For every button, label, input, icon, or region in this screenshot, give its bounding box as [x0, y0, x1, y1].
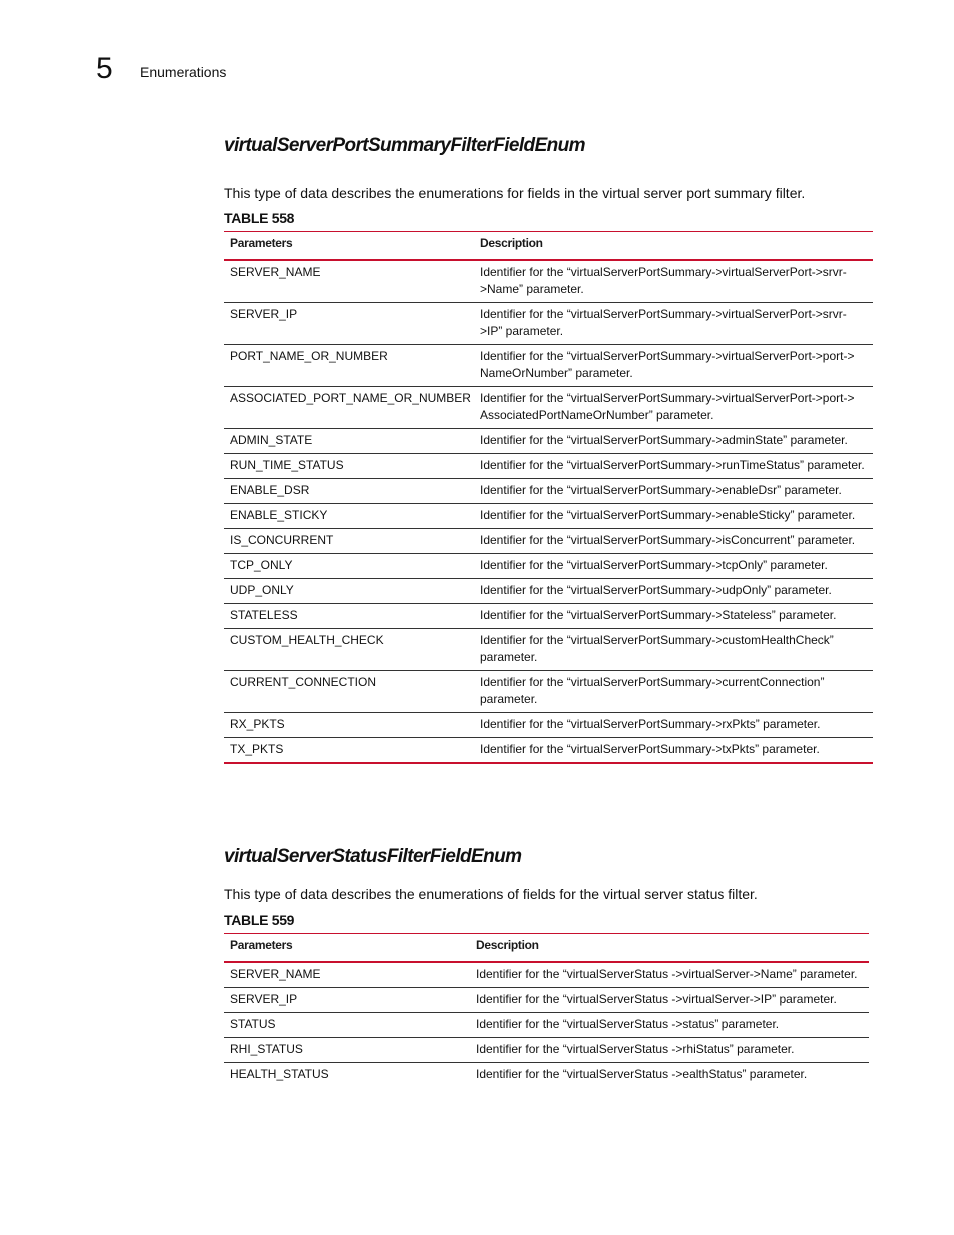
parameter-cell: CURRENT_CONNECTION [224, 671, 474, 713]
parameter-cell: ENABLE_STICKY [224, 504, 474, 529]
parameter-cell: ADMIN_STATE [224, 429, 474, 454]
description-cell: Identifier for the “virtualServerStatus ->virtualServer->Name” parameter. [470, 962, 869, 988]
table-row [224, 303, 873, 345]
description-cell: Identifier for the “virtualServerPortSummary->virtualServerPort->srvr->IP” parameter. [474, 303, 873, 345]
table-row [224, 738, 873, 764]
parameter-cell: SERVER_NAME [224, 962, 470, 988]
chapter-number: 5 [96, 52, 113, 85]
table-body [224, 260, 873, 763]
description-cell: Identifier for the “virtualServerPortSummary->rxPkts” parameter. [474, 713, 873, 738]
table-row [224, 260, 873, 303]
parameter-cell: ENABLE_DSR [224, 479, 474, 504]
table-header-row [224, 934, 869, 963]
table-header-row [224, 232, 873, 261]
section-title: virtualServerPortSummaryFilterFieldEnum [224, 135, 585, 156]
section-description: This type of data describes the enumerations for fields in the virtual server port summary filter. [224, 185, 806, 201]
description-cell: Identifier for the “virtualServerPortSummary->enableSticky” parameter. [474, 504, 873, 529]
column-header-description: Description [474, 232, 873, 261]
section-port-summary-filter [224, 135, 874, 764]
description-cell: Identifier for the “virtualServerPortSummary->txPkts” parameter. [474, 738, 873, 764]
table-row [224, 554, 873, 579]
description-cell: Identifier for the “virtualServerStatus ->virtualServer->IP” parameter. [470, 988, 869, 1013]
table-row [224, 671, 873, 713]
description-cell: Identifier for the “virtualServerStatus ->ealthStatus” parameter. [476, 1067, 808, 1081]
parameter-cell: STATELESS [224, 604, 474, 629]
description-cell: Identifier for the “virtualServerPortSummary->virtualServerPort->port-> NameOrNumber” parameter. [474, 345, 873, 387]
table-row [224, 629, 873, 671]
column-header-description: Description [470, 934, 869, 963]
section-description: This type of data describes the enumerations of fields for the virtual server status filter. [224, 886, 758, 902]
table-row [224, 579, 873, 604]
description-cell: Identifier for the “virtualServerPortSummary->currentConnection” parameter. [474, 671, 873, 713]
column-header-parameters: Parameters [224, 934, 470, 963]
description-cell: Identifier for the “virtualServerPortSummary->customHealthCheck” parameter. [474, 629, 873, 671]
parameter-cell: CUSTOM_HEALTH_CHECK [224, 629, 474, 671]
table-row [224, 345, 873, 387]
parameter-cell: SERVER_NAME [224, 260, 474, 303]
description-cell: Identifier for the “virtualServerPortSummary->isConcurrent” parameter. [474, 529, 873, 554]
description-cell: Identifier for the “virtualServerStatus ->status” parameter. [470, 1013, 869, 1038]
table-row [224, 1063, 869, 1088]
column-header-parameters: Parameters [224, 232, 474, 261]
description-cell: Identifier for the “virtualServerPortSummary->Stateless” parameter. [474, 604, 873, 629]
parameter-cell: SERVER_IP [224, 988, 470, 1013]
table-row [224, 529, 873, 554]
parameter-cell: PORT_NAME_OR_NUMBER [224, 345, 474, 387]
table-label: TABLE 558 [224, 210, 295, 226]
table-label: TABLE 559 [224, 912, 295, 928]
table-row [224, 988, 869, 1013]
parameter-cell: TX_PKTS [224, 738, 474, 764]
parameter-cell: SERVER_IP [224, 303, 474, 345]
description-cell: Identifier for the “virtualServerPortSummary->udpOnly” parameter. [474, 579, 873, 604]
description-cell: Identifier for the “virtualServerStatus ->rhiStatus” parameter. [470, 1038, 869, 1063]
parameter-cell: IS_CONCURRENT [224, 529, 474, 554]
table-row [224, 604, 873, 629]
parameter-cell: RX_PKTS [224, 713, 474, 738]
section-title: virtualServerStatusFilterFieldEnum [224, 846, 522, 867]
description-cell: Identifier for the “virtualServerPortSummary->virtualServerPort->port-> AssociatedPortNameOrNumber” parameter. [474, 387, 873, 429]
table-row [224, 504, 873, 529]
description-cell: Identifier for the “virtualServerPortSummary->tcpOnly” parameter. [474, 554, 873, 579]
description-cell: Identifier for the “virtualServerPortSummary->adminState” parameter. [474, 429, 873, 454]
parameter-cell: ASSOCIATED_PORT_NAME_OR_NUMBER [224, 387, 474, 429]
table-body [224, 962, 869, 1087]
description-cell: Identifier for the “virtualServerPortSummary->runTimeStatus” parameter. [474, 454, 873, 479]
parameter-cell: HEALTH_STATUS [230, 1067, 329, 1081]
table-row [224, 454, 873, 479]
parameter-cell: UDP_ONLY [224, 579, 474, 604]
section-status-filter [224, 846, 874, 1087]
parameter-cell: RUN_TIME_STATUS [224, 454, 474, 479]
table-row [224, 1038, 869, 1063]
parameter-cell: TCP_ONLY [224, 554, 474, 579]
table-row [224, 429, 873, 454]
description-cell: Identifier for the “virtualServerPortSummary->enableDsr” parameter. [474, 479, 873, 504]
table-row [224, 1013, 869, 1038]
description-cell: Identifier for the “virtualServerPortSummary->virtualServerPort->srvr->Name” parameter. [474, 260, 873, 303]
enum-table-559 [224, 933, 869, 1087]
enum-table-558 [224, 231, 873, 764]
parameter-cell: RHI_STATUS [224, 1038, 470, 1063]
parameter-cell: STATUS [224, 1013, 470, 1038]
table-row [224, 479, 873, 504]
table-row [224, 713, 873, 738]
chapter-title: Enumerations [140, 64, 227, 80]
table-row [224, 962, 869, 988]
table-row [224, 387, 873, 429]
